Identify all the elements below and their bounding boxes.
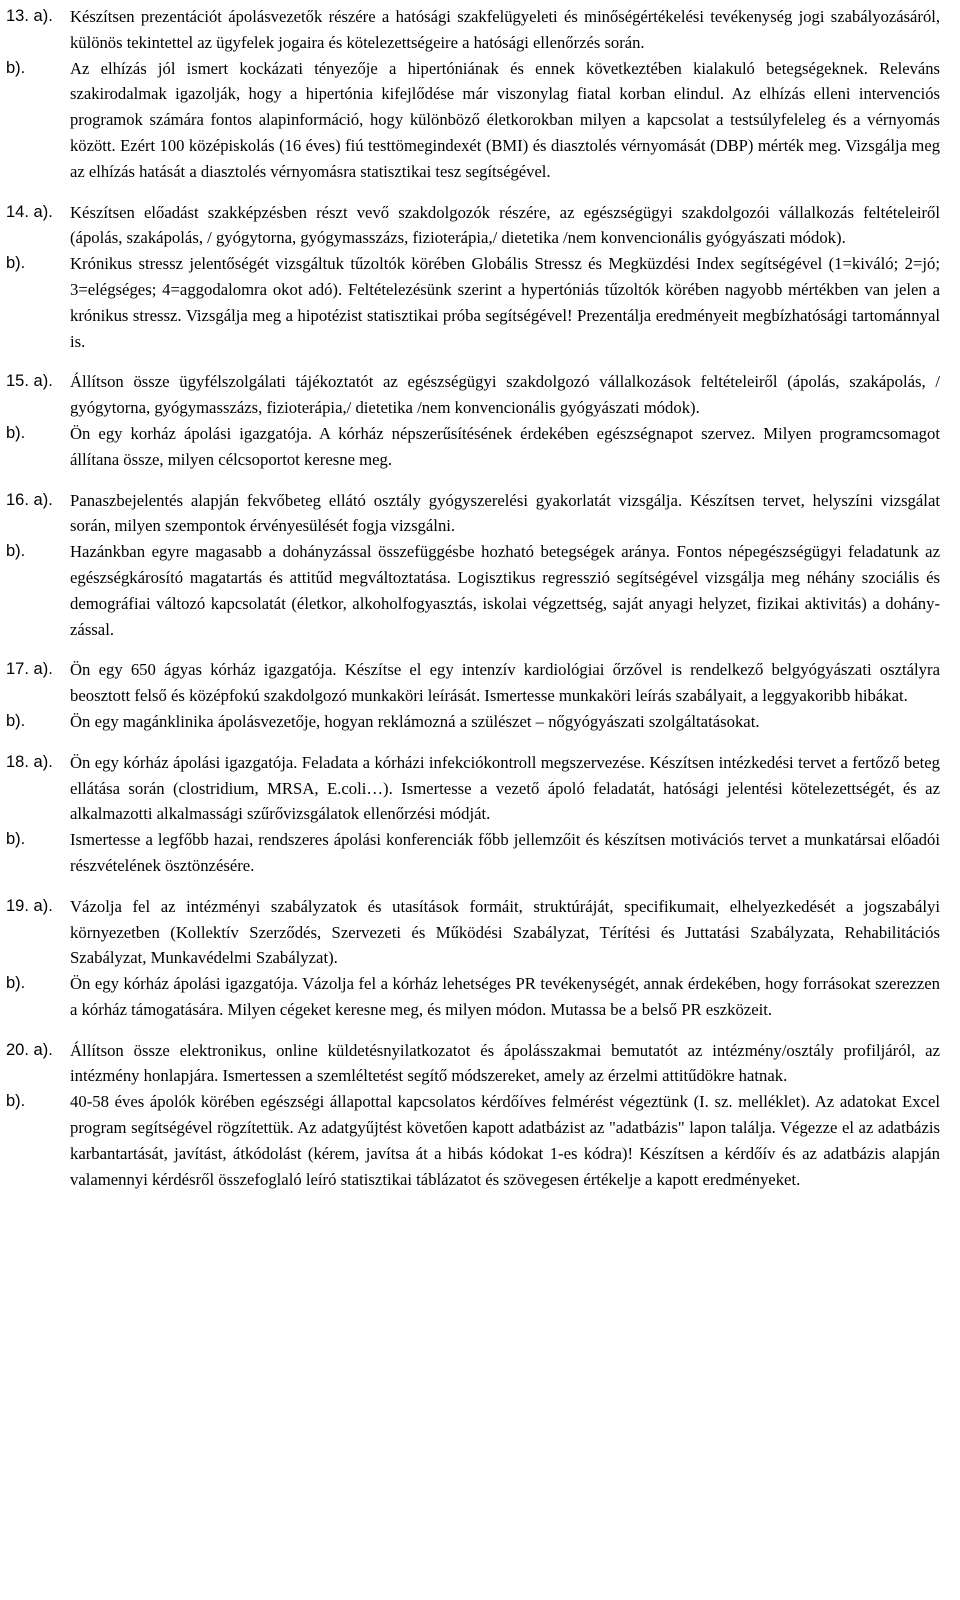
question-16-b-text: Hazánkban egyre magasabb a dohányzással összefüggésbe hozható betegségek aránya. Fontos népegészségügyi feladatunk az egészségkárosító magatartás és attitűd megváltoztatása. Logisztikus regresszió segítségével vizsgálja meg néhány szociális és demográfiai változó kapcsolatát (életkor, alkoholfogyasztás, iskolai végzettség, saját anyagi helyzet, fizikai aktivitás) a dohányzással. — [70, 542, 940, 639]
question-15-b-text: Ön egy korház ápolási igazgatója. A kórház népszerűsítésének érdekében egészségnapot szervez. Milyen programcsomagot állítana össze, milyen célcsoportot keresne meg. — [70, 423, 940, 469]
question-18-a-text: Ön egy kórház ápolási igazgatója. Feladata a kórházi infekciókontroll megszervezése. Készítsen intézkedési tervet a fertőző beteg ellátása során (clostridium, MRSA, E.coli…). Ismertesse a vezető ápoló feladatát, hatósági jelentési kötelezettségét, és az alkalmazotti alkalmassági szűrővizsgálatok ellenőrzési módját. — [70, 752, 940, 824]
question-13 — [6, 4, 940, 185]
question-17-a — [6, 657, 940, 709]
question-19-b-text: Ön egy kórház ápolási igazgatója. Vázolja fel a kórház lehetséges PR tevékenységét, annak érdekében, hogy forrásokat szerezzen a kórház támogatására. Milyen cégeket keresne meg, és milyen módon. Mutassa be a belső PR eszközeit. — [70, 974, 940, 1019]
question-18 — [6, 750, 940, 879]
question-14-a-label: 14. a). — [6, 202, 53, 221]
question-20-a-label: 20. a). — [6, 1040, 53, 1059]
question-18-a-label: 18. a). — [6, 752, 53, 771]
question-17-b — [6, 709, 940, 735]
question-16-a-text: Panaszbejelentés alapján fekvőbeteg ellátó osztály gyógyszerelési gyakorlatát vizsgálja. Készítsen tervet, helyszíni vizsgálat során, milyen szempontok érvényesülését fogja vizsgálni. — [70, 490, 940, 536]
question-13-a-label: 13. a). — [6, 7, 53, 25]
question-18-b — [6, 827, 940, 879]
question-13-b-text: Az elhízás jól ismert kockázati tényezője a hipertóniának és ennek következtében kialakuló betegségeknek. Releváns szakirodalmak igazolják, hogy a hipertónia kifejlődése már viszonylag fiatal korban elindul. Az elhízás elleni intervenciós programok számára fontos alapinformáció, hogy különböző életkorokban milyen a kapcsolat a testsúlyfeleleg és a vérnyomás között. Ezért 100 középiskolás (16 éves) fiú testtömegindexét (BMI) és diasztolés vérnyomását (DBP) mérték meg. Vizsgálja meg az elhízás hatását a diasztolés vérnyomásra statisztikai tesz segítségével. — [70, 58, 940, 181]
question-19-a — [6, 894, 940, 971]
question-17-a-label: 17. a). — [6, 660, 53, 679]
question-13-a — [6, 4, 940, 56]
question-15-a-label: 15. a). — [6, 372, 53, 391]
question-16-a — [6, 488, 940, 540]
question-20 — [6, 1038, 940, 1193]
question-20-b — [6, 1089, 940, 1192]
question-19-a-label: 19. a). — [6, 896, 53, 915]
question-16-b — [6, 539, 940, 642]
question-14 — [6, 200, 940, 355]
question-13-b — [6, 56, 940, 185]
question-19-b — [6, 971, 940, 1023]
question-20-b-text: 40-58 éves ápolók körében egészségi állapottal kapcsolatos kérdőíves felmérést végeztünk (I. sz. melléklet). Az adatokat Excel program segítségével rögzítettük. Az adatgyűjtést követően kapott adatbázist az "adatbázis" lapon találja. Végezze el az adatbázis karbantartását, javítást, átkódolást (kérem, javítsa át a hibás kódokat 1-es kódra)! Készítsen a kérdőív és az adatbázis alapján valamennyi kérdésről összefoglaló leíró statisztikai táblázatot és szövegesen értékelje a kapott eredményeket. — [70, 1092, 940, 1189]
question-16 — [6, 488, 940, 643]
question-17-b-label: b). — [6, 711, 26, 730]
question-15 — [6, 369, 940, 472]
question-17 — [6, 657, 940, 734]
question-14-a-text: Készítsen előadást szakképzésben részt vevő szakdolgozók részére, az egészségügyi szakdolgozói vállalkozás feltételeiről (ápolás, szakápolás, / gyógytorna, gyógymasszázs, fizioterápia,/ dietetika /nem konvencionális gyógyászati módok). — [70, 202, 940, 248]
question-16-b-label: b). — [6, 542, 26, 561]
question-15-a — [6, 369, 940, 421]
question-17-b-text: Ön egy magánklinika ápolásvezetője, hogyan reklámozná a szülészet – nőgyógyászati szolgáltatásokat. — [70, 711, 760, 731]
question-17-a-text: Ön egy 650 ágyas kórház igazgatója. Készítse el egy intenzív kardiológiai őrzővel is rendelkező belgyógyászati osztályra beosztott felső és középfokú szakdolgozó munkaköri leírását. Ismertesse munkaköri leírás szabályait, a leggyakoribb hibákat. — [70, 660, 940, 706]
question-13-b-label: b). — [6, 58, 26, 77]
question-14-a — [6, 200, 940, 252]
question-15-a-text: Állítson össze ügyfélszolgálati tájékoztatót az egészségügyi szakdolgozó vállalkozások feltételeiről (ápolás, szakápolás, / gyógytorna, gyógymasszázs, fizioterápia,/ dietetika /nem konvencionális gyógyászati módok). — [70, 372, 940, 418]
question-20-b-label: b). — [6, 1092, 26, 1111]
question-16-a-label: 16. a). — [6, 490, 53, 509]
question-13-a-text: Készítsen prezentációt ápolásvezetők részére a hatósági szakfelügyeleti és minőségértékelési tevékenység jogi szabályozásáról, különös tekintettel az ügyfelek jogaira és kötelezettségeire a hatósági ellenőrzés során. — [70, 7, 940, 52]
question-15-b-label: b). — [6, 423, 26, 442]
question-18-b-label: b). — [6, 830, 26, 849]
question-19-b-label: b). — [6, 974, 26, 993]
question-14-b-label: b). — [6, 254, 26, 273]
question-18-a — [6, 750, 940, 827]
question-14-b-text: Krónikus stressz jelentőségét vizsgáltuk tűzoltók körében Globális Stressz és Megküzdési Index segítségével (1=kiváló; 2=jó; 3=elégséges; 4=aggodalomra okot adó). Feltételezésünk szerint a hypertóniás tűzoltók körében nagyobb mértékben van jelen a krónikus stressz. Vizsgálja meg a hipotézist statisztikai próba segítségével! Prezentálja eredményeit megbízhatósági tartománnyal is. — [70, 254, 940, 351]
question-19 — [6, 894, 940, 1023]
question-15-b — [6, 421, 940, 473]
question-18-b-text: Ismertesse a legfőbb hazai, rendszeres ápolási konferenciák főbb jellemzőit és készítsen motivációs tervet a munkatársai előadói részvételének ösztönzésére. — [70, 830, 940, 875]
question-20-a-text: Állítson össze elektronikus, online küldetésnyilatkozatot és ápolásszakmai bemutatót az intézmény/osztály profiljáról, az intézmény honlapjára. Ismertessen a szemléltetést segítő módszereket, amely az érzelmi attitűdökre hatnak. — [70, 1040, 940, 1086]
question-20-a — [6, 1038, 940, 1090]
question-14-b — [6, 251, 940, 354]
question-19-a-text: Vázolja fel az intézményi szabályzatok és utasítások formáit, struktúráját, specifikumait, elhelyezkedését a jogszabályi környezetben (Kollektív Szerződés, Szervezeti és Működési Szabályzat, Térítési és Juttatási Szabályzata, Rehabilitációs Szabályzat, Munkavédelmi Szabályzat). — [70, 896, 940, 968]
